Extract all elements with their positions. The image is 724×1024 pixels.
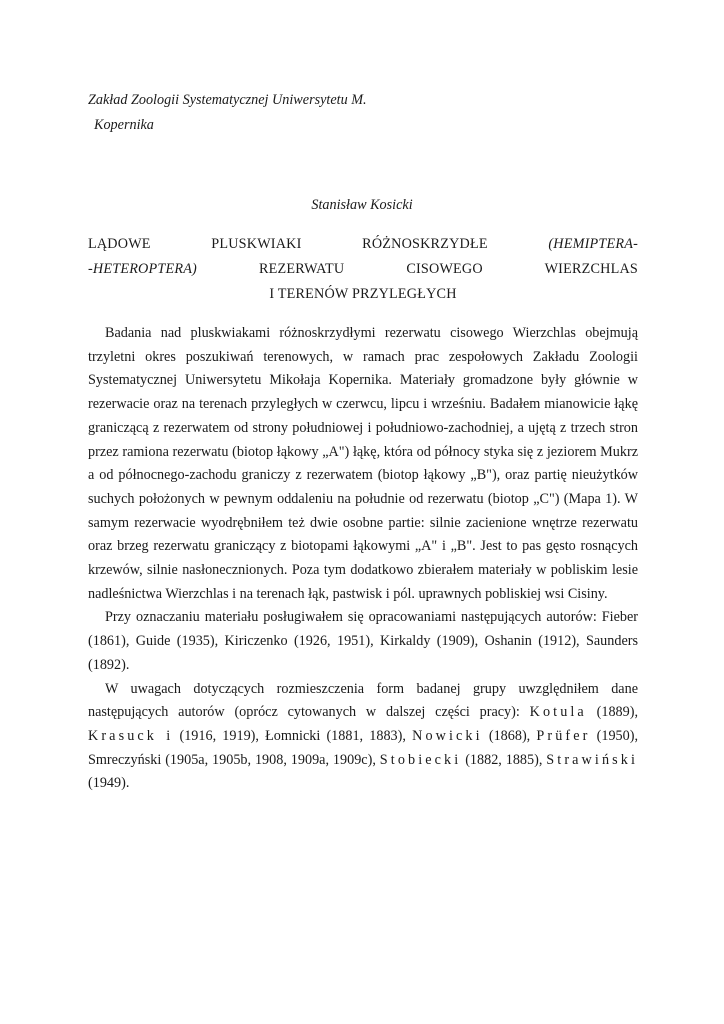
author-ref-krasucki: Krasuck i [88, 727, 174, 744]
paragraph-3 [88, 678, 638, 797]
title-line-2-italic: -HETEROPTERA) [88, 261, 197, 277]
paragraph-1: Badania nad pluskwiakami różnoskrzydłymi rezerwatu cisowego Wierzchlas obejmują trzyletni okres poszukiwań terenowych, w ramach prac zespołowych Zakładu Zoologii Systematycznej Uniwersytetu Mikołaja Kopernika. Materiały gromadzone były głównie w rezerwacie oraz na terenach przyległych w czerwcu, lipcu i wrześniu. Badałem mianowicie łąkę graniczącą z rezerwatem od strony południowej i południowo-zachodniej, a ujętą z trzech stron przez ramiona rezerwatu (biotop łąkowy „A") łąkę, która od północy styka się z jeziorem Mukrz a od północnego-zachodu graniczy z rezerwatem (biotop łąkowy „B"), oraz partię nieużytków suchych położonych w pewnym oddaleniu na południe od rezerwatu (biotop „C") (Mapa 1). W samym rezerwacie wyodrębniłem też dwie osobne partie: silnie zacienione wnętrze rezerwatu oraz brzeg rezerwatu graniczący z biotopami łąkowymi „A" i „B". Jest to pas gęsto rosnących krzewów, silnie nasłonecznionych. Poza tym dodatkowo zbierałem materiały w pobliskim lesie nadleśnictwa Wierzchlas i na terenach łąk, pastwisk i pól. uprawnych pobliskiej wsi Cisiny. [88, 325, 638, 602]
author-name: Stanisław Kosicki [311, 197, 413, 213]
author-ref-stobiecki: Stobiecki [379, 751, 462, 768]
author-ref-strawinski: Strawiński [546, 751, 638, 768]
title-line-1 [88, 232, 638, 257]
affiliation-line-2: Kopernika [94, 117, 154, 133]
title-line-2-text: REZERWATU CISOWEGO WIERZCHLAS [197, 261, 638, 277]
title-line-3: I TERENÓW PRZYLEGŁYCH [269, 286, 457, 302]
author-ref-prufer: Prüfer [536, 727, 591, 744]
years-nowicki: (1868), [482, 727, 537, 744]
title-line-1-text: LĄDOWE PLUSKWIAKI RÓŻNOSKRZYDŁE [88, 236, 549, 252]
years-strawinski: (1949). [88, 775, 130, 792]
years-kotula: (1889), [586, 704, 639, 721]
years-stobiecki: (1882, 1885), [461, 751, 547, 768]
article-body [88, 322, 638, 796]
paragraph-2: Przy oznaczaniu materiału posługiwałem się opracowaniami następujących autorów: Fieber (1861), Guide (1935), Kiriczenko (1926, 1951), Kirkaldy (1909), Oshanin (1912), Saunders (1892). [88, 609, 638, 673]
affiliation-line-1: Zakład Zoologii Systematycznej Uniwersytetu M. [88, 92, 367, 108]
title-line-2 [88, 257, 638, 282]
title-line-1-italic: (HEMIPTERA- [548, 236, 638, 252]
article-title [88, 232, 638, 307]
years-prufer: (1950), Smreczyński (1905a, 1905b, 1908, 1909a, 1909c), [88, 727, 639, 768]
years-krasucki: (1916, 1919), Łomnicki (1881, 1883), [173, 727, 413, 744]
author-ref-kotula: Kotula [529, 704, 587, 721]
p3-intro: W uwagach dotyczących rozmieszczenia form badanej grupy uwzględniłem dane następujących autorów (oprócz cytowanych w dalszej części pracy): [88, 680, 638, 721]
author-ref-nowicki: Nowicki [412, 727, 483, 744]
affiliation [88, 88, 367, 138]
